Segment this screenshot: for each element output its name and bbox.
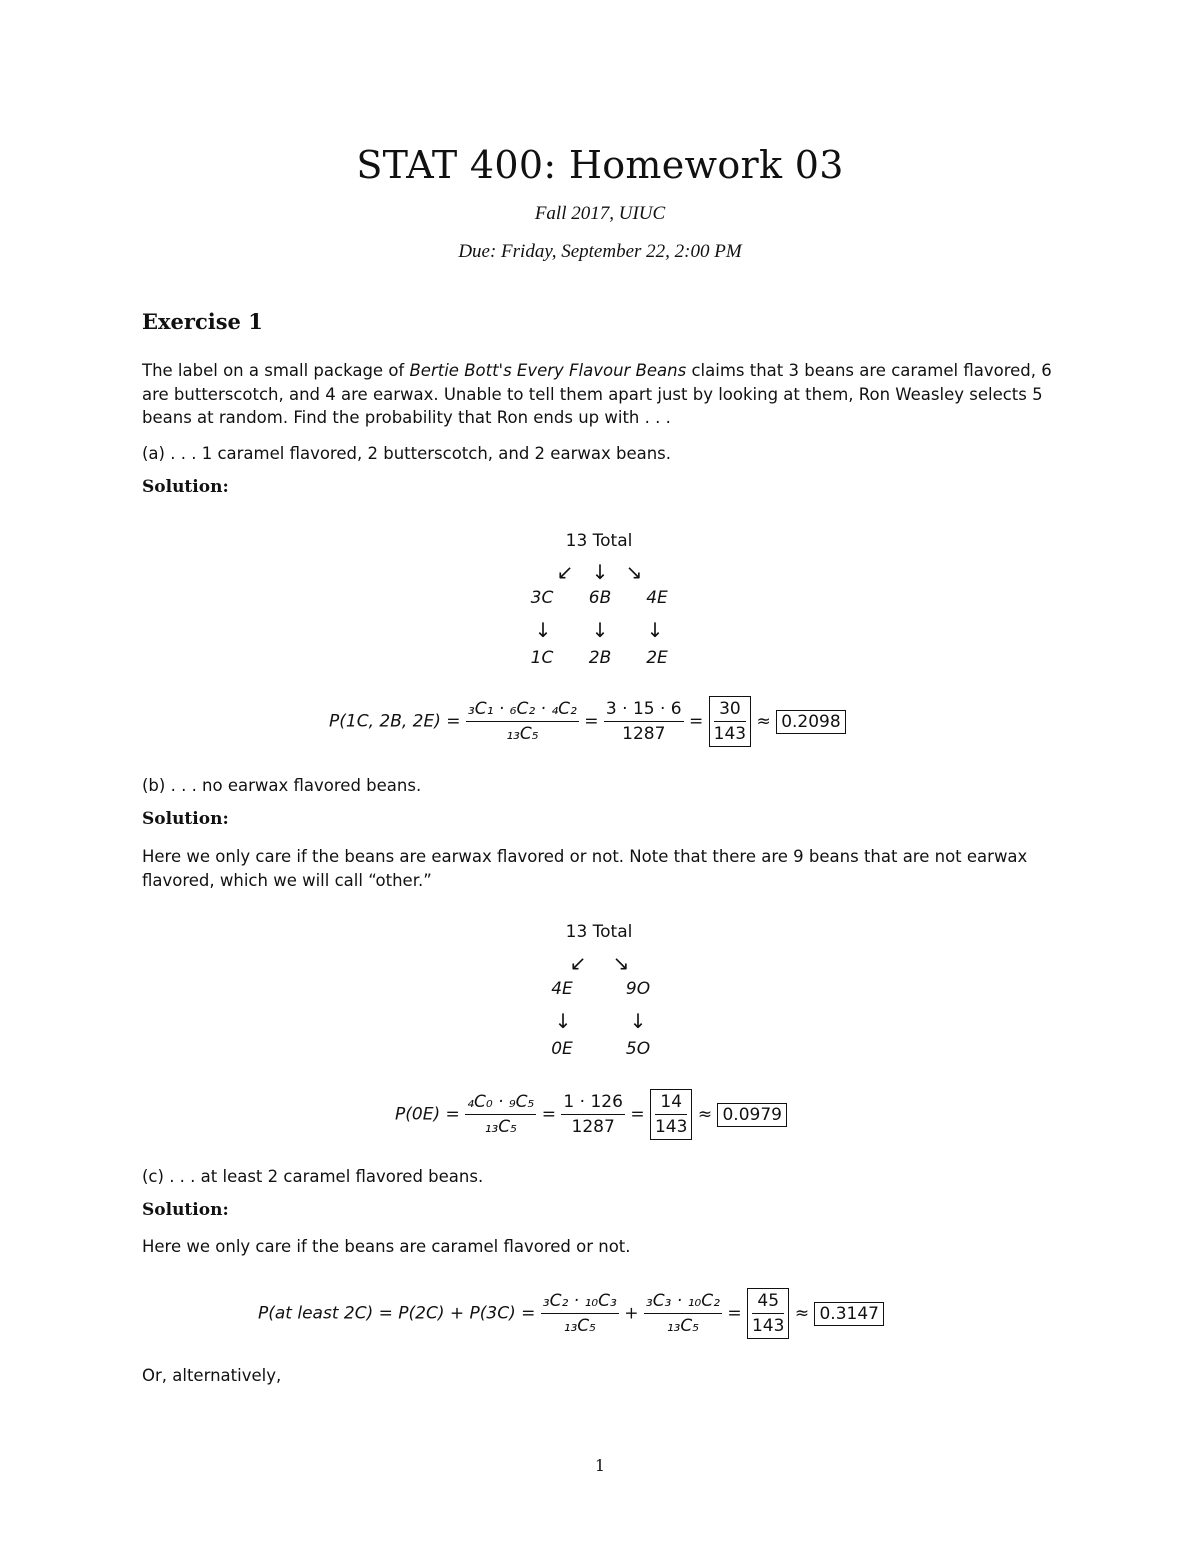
part-c-text: Here we only care if the beans are caramel flavored or not.	[142, 1237, 631, 1256]
arrow-down-icon: ↓	[646, 618, 664, 642]
boxed-answer-decimal: 0.2098	[776, 710, 845, 734]
alternative-line: Or, alternatively,	[142, 1366, 282, 1385]
part-c-solution-label: Solution:	[142, 1200, 229, 1220]
tree-leaf-caramel: 1C	[530, 648, 554, 668]
boxed-answer-fraction: $\frac{45}{143}$	[747, 1288, 789, 1339]
part-b-equation: P(0E) = $\frac{\text{₄C₀ · ₉C₅}}{\text{₁₃C₅}}$ = $\frac{1 \cdot 126}{1287}$ = $\frac{14}{143}$ ≈ 0.0979	[395, 1089, 787, 1140]
exercise-heading: Exercise 1	[142, 309, 263, 334]
numeric-fraction: $\frac{1 \cdot 126}{1287}$	[563, 1092, 623, 1137]
tree-node-other: 9O	[625, 979, 651, 999]
tree-root: 13 Total	[565, 922, 633, 942]
arrow-left-icon: ↙	[569, 951, 587, 975]
equation-lhs: P(1C, 2B, 2E) =	[329, 711, 461, 732]
combination-fraction: $\frac{\text{₃C₂ · ₁₀C₃}}{\text{₁₃C₅}}$	[542, 1291, 617, 1336]
part-a-solution-label: Solution:	[142, 477, 229, 497]
tree-leaf-other: 5O	[625, 1039, 651, 1059]
due-line: Due: Friday, September 22, 2:00 PM	[458, 241, 742, 262]
part-b-prompt: (b) . . . no earwax flavored beans.	[142, 776, 422, 795]
part-a-prompt: (a) . . . 1 caramel flavored, 2 butterscotch, and 2 earwax beans.	[142, 444, 671, 463]
equation-lhs: P(0E) =	[395, 1104, 460, 1125]
part-b-solution-label: Solution:	[142, 809, 229, 829]
boxed-answer-decimal: 0.3147	[814, 1302, 883, 1326]
tree-leaf-earwax: 2E	[646, 648, 668, 668]
tree-node-earwax: 4E	[551, 979, 573, 999]
page-title: STAT 400: Homework 03	[356, 143, 844, 187]
arrow-right-icon: ↘	[625, 560, 643, 584]
boxed-answer-fraction: $\frac{14}{143}$	[650, 1089, 692, 1140]
product-name: Bertie Bott's Every Flavour Beans	[409, 361, 687, 380]
page-number: 1	[594, 1456, 606, 1475]
equation-lhs: P(at least 2C) = P(2C) + P(3C) =	[258, 1303, 536, 1324]
boxed-answer-decimal: 0.0979	[717, 1103, 786, 1127]
combination-fraction: $\frac{\text{₃C₁ · ₆C₂ · ₄C₂}}{\text{₁₃C₅}}$	[467, 699, 577, 744]
tree-node-earwax: 4E	[646, 588, 668, 608]
tree-root: 13 Total	[565, 531, 633, 551]
boxed-answer-fraction: $\frac{30}{143}$	[709, 696, 751, 747]
part-a-equation: P(1C, 2B, 2E) = $\frac{\text{₃C₁ · ₆C₂ · ₄C₂}}{\text{₁₃C₅}}$ = $\frac{3 \cdot 15 \cdot 6}{1287}$ = $\frac{30}{143}$ ≈ 0.2098	[329, 696, 846, 747]
arrow-down-icon: ↓	[591, 618, 609, 642]
tree-node-butterscotch: 6B	[588, 588, 612, 608]
part-c-prompt: (c) . . . at least 2 caramel flavored beans.	[142, 1167, 484, 1186]
arrow-down-icon: ↓	[534, 618, 552, 642]
arrow-down-icon: ↓	[629, 1009, 647, 1033]
arrow-left-icon: ↙	[556, 560, 574, 584]
exercise-intro: The label on a small package of Bertie Bott's Every Flavour Beans claims that 3 beans are caramel flavored, 6 are butterscotch, and 4 are earwax. Unable to tell them apart just by looking at them, Ron Weasley selects 5 beans at random. Find the probability that Ron ends up with . . .	[142, 361, 1052, 427]
term-line: Fall 2017, UIUC	[534, 203, 666, 224]
tree-leaf-earwax: 0E	[551, 1039, 573, 1059]
part-b-text: Here we only care if the beans are earwax flavored or not. Note that there are 9 beans that are not earwax flavored, which we will call “other.”	[142, 847, 1028, 890]
tree-node-caramel: 3C	[530, 588, 554, 608]
tree-leaf-butterscotch: 2B	[588, 648, 612, 668]
arrow-right-icon: ↘	[612, 951, 630, 975]
combination-fraction: $\frac{\text{₄C₀ · ₉C₅}}{\text{₁₃C₅}}$	[467, 1092, 535, 1137]
combination-fraction: $\frac{\text{₃C₃ · ₁₀C₂}}{\text{₁₃C₅}}$	[645, 1291, 720, 1336]
part-c-equation: P(at least 2C) = P(2C) + P(3C) = $\frac{\text{₃C₂ · ₁₀C₃}}{\text{₁₃C₅}}$ + $\frac{\text{₃C₃ · ₁₀C₂}}{\text{₁₃C₅}}$ = $\frac{45}{143}$ ≈ 0.3147	[258, 1288, 884, 1339]
arrow-down-icon: ↓	[554, 1009, 572, 1033]
numeric-fraction: $\frac{3 \cdot 15 \cdot 6}{1287}$	[605, 699, 682, 744]
arrow-down-icon: ↓	[591, 560, 609, 584]
